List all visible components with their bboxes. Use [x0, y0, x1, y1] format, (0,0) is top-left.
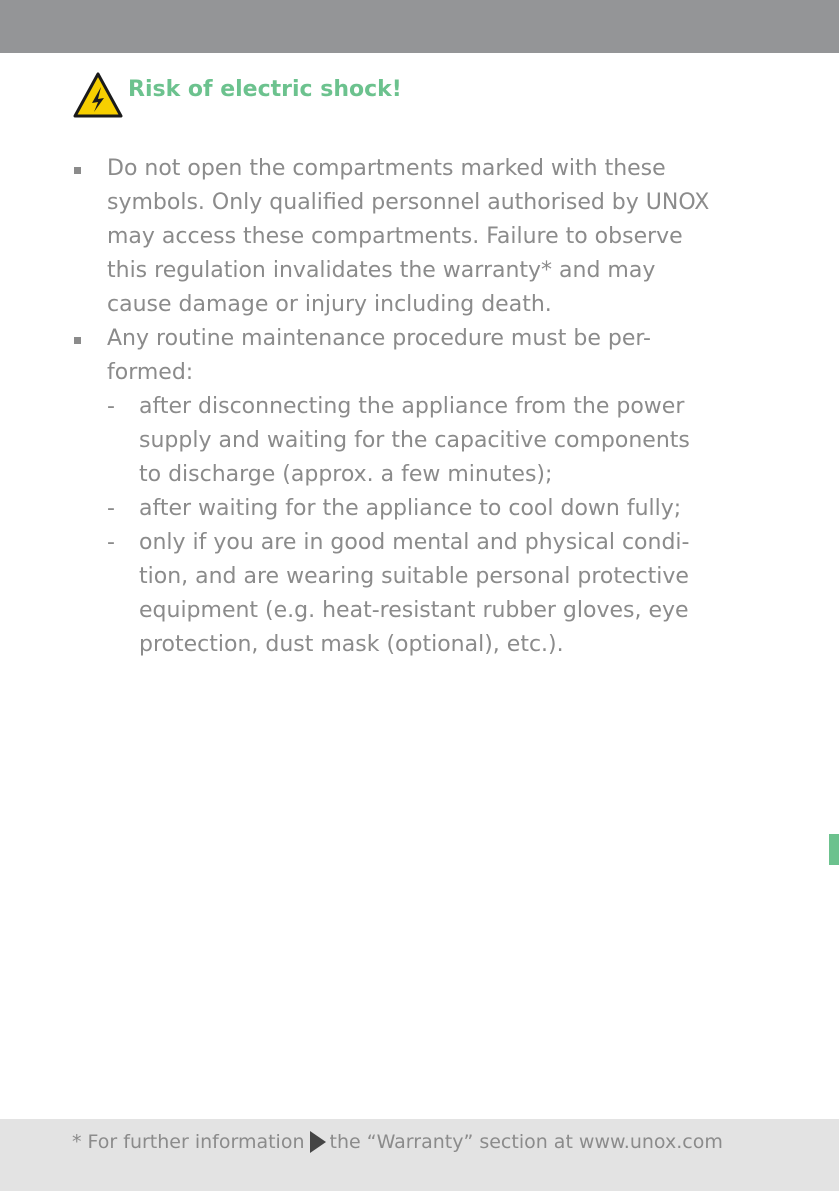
bullet-square-icon — [74, 167, 81, 174]
bullet-line: this regulation invalidates the warranty* and may — [107, 258, 656, 283]
footnote — [72, 1131, 723, 1153]
footer-band — [0, 1119, 839, 1191]
footnote-text-before: * For further information — [72, 1131, 305, 1153]
header-band — [0, 0, 839, 53]
sub-item-line: after waiting for the appliance to cool down fully; — [139, 496, 682, 521]
electric-shock-warning-icon — [72, 71, 124, 119]
section-side-tab — [829, 834, 839, 865]
bullet-item — [72, 322, 782, 662]
sub-item-line: equipment (e.g. heat-resistant rubber gloves, eye — [139, 598, 689, 623]
sub-item-line: protection, dust mask (optional), etc.). — [139, 632, 564, 657]
sub-item-line: supply and waiting for the capacitive components — [139, 428, 690, 453]
sub-list — [107, 390, 782, 662]
bullet-line: Do not open the compartments marked with these — [107, 156, 666, 181]
bullet-item — [72, 152, 782, 322]
warning-heading — [72, 70, 402, 120]
bullet-line: symbols. Only qualified personnel authorised by UNOX — [107, 190, 710, 215]
bullet-square-icon — [74, 337, 81, 344]
instruction-list — [72, 152, 782, 662]
sub-item-line: only if you are in good mental and physical condi- — [139, 530, 690, 555]
footnote-text-after: the “Warranty” section at www.unox.com — [329, 1131, 723, 1153]
dash-marker: - — [107, 530, 115, 555]
right-arrow-icon — [310, 1131, 326, 1153]
warning-title: Risk of electric shock! — [128, 76, 402, 102]
bullet-line: may access these compartments. Failure to observe — [107, 224, 683, 249]
sub-list-item — [107, 526, 782, 662]
bullet-line: formed: — [107, 360, 194, 385]
dash-marker: - — [107, 496, 115, 521]
bullet-line: cause damage or injury including death. — [107, 292, 552, 317]
sub-list-item — [107, 492, 782, 526]
sub-item-line: tion, and are wearing suitable personal protective — [139, 564, 689, 589]
sub-list-item — [107, 390, 782, 492]
bullet-line: Any routine maintenance procedure must be per- — [107, 326, 651, 351]
sub-item-line: after disconnecting the appliance from the power — [139, 394, 685, 419]
sub-item-line: to discharge (approx. a few minutes); — [139, 462, 553, 487]
dash-marker: - — [107, 394, 115, 419]
